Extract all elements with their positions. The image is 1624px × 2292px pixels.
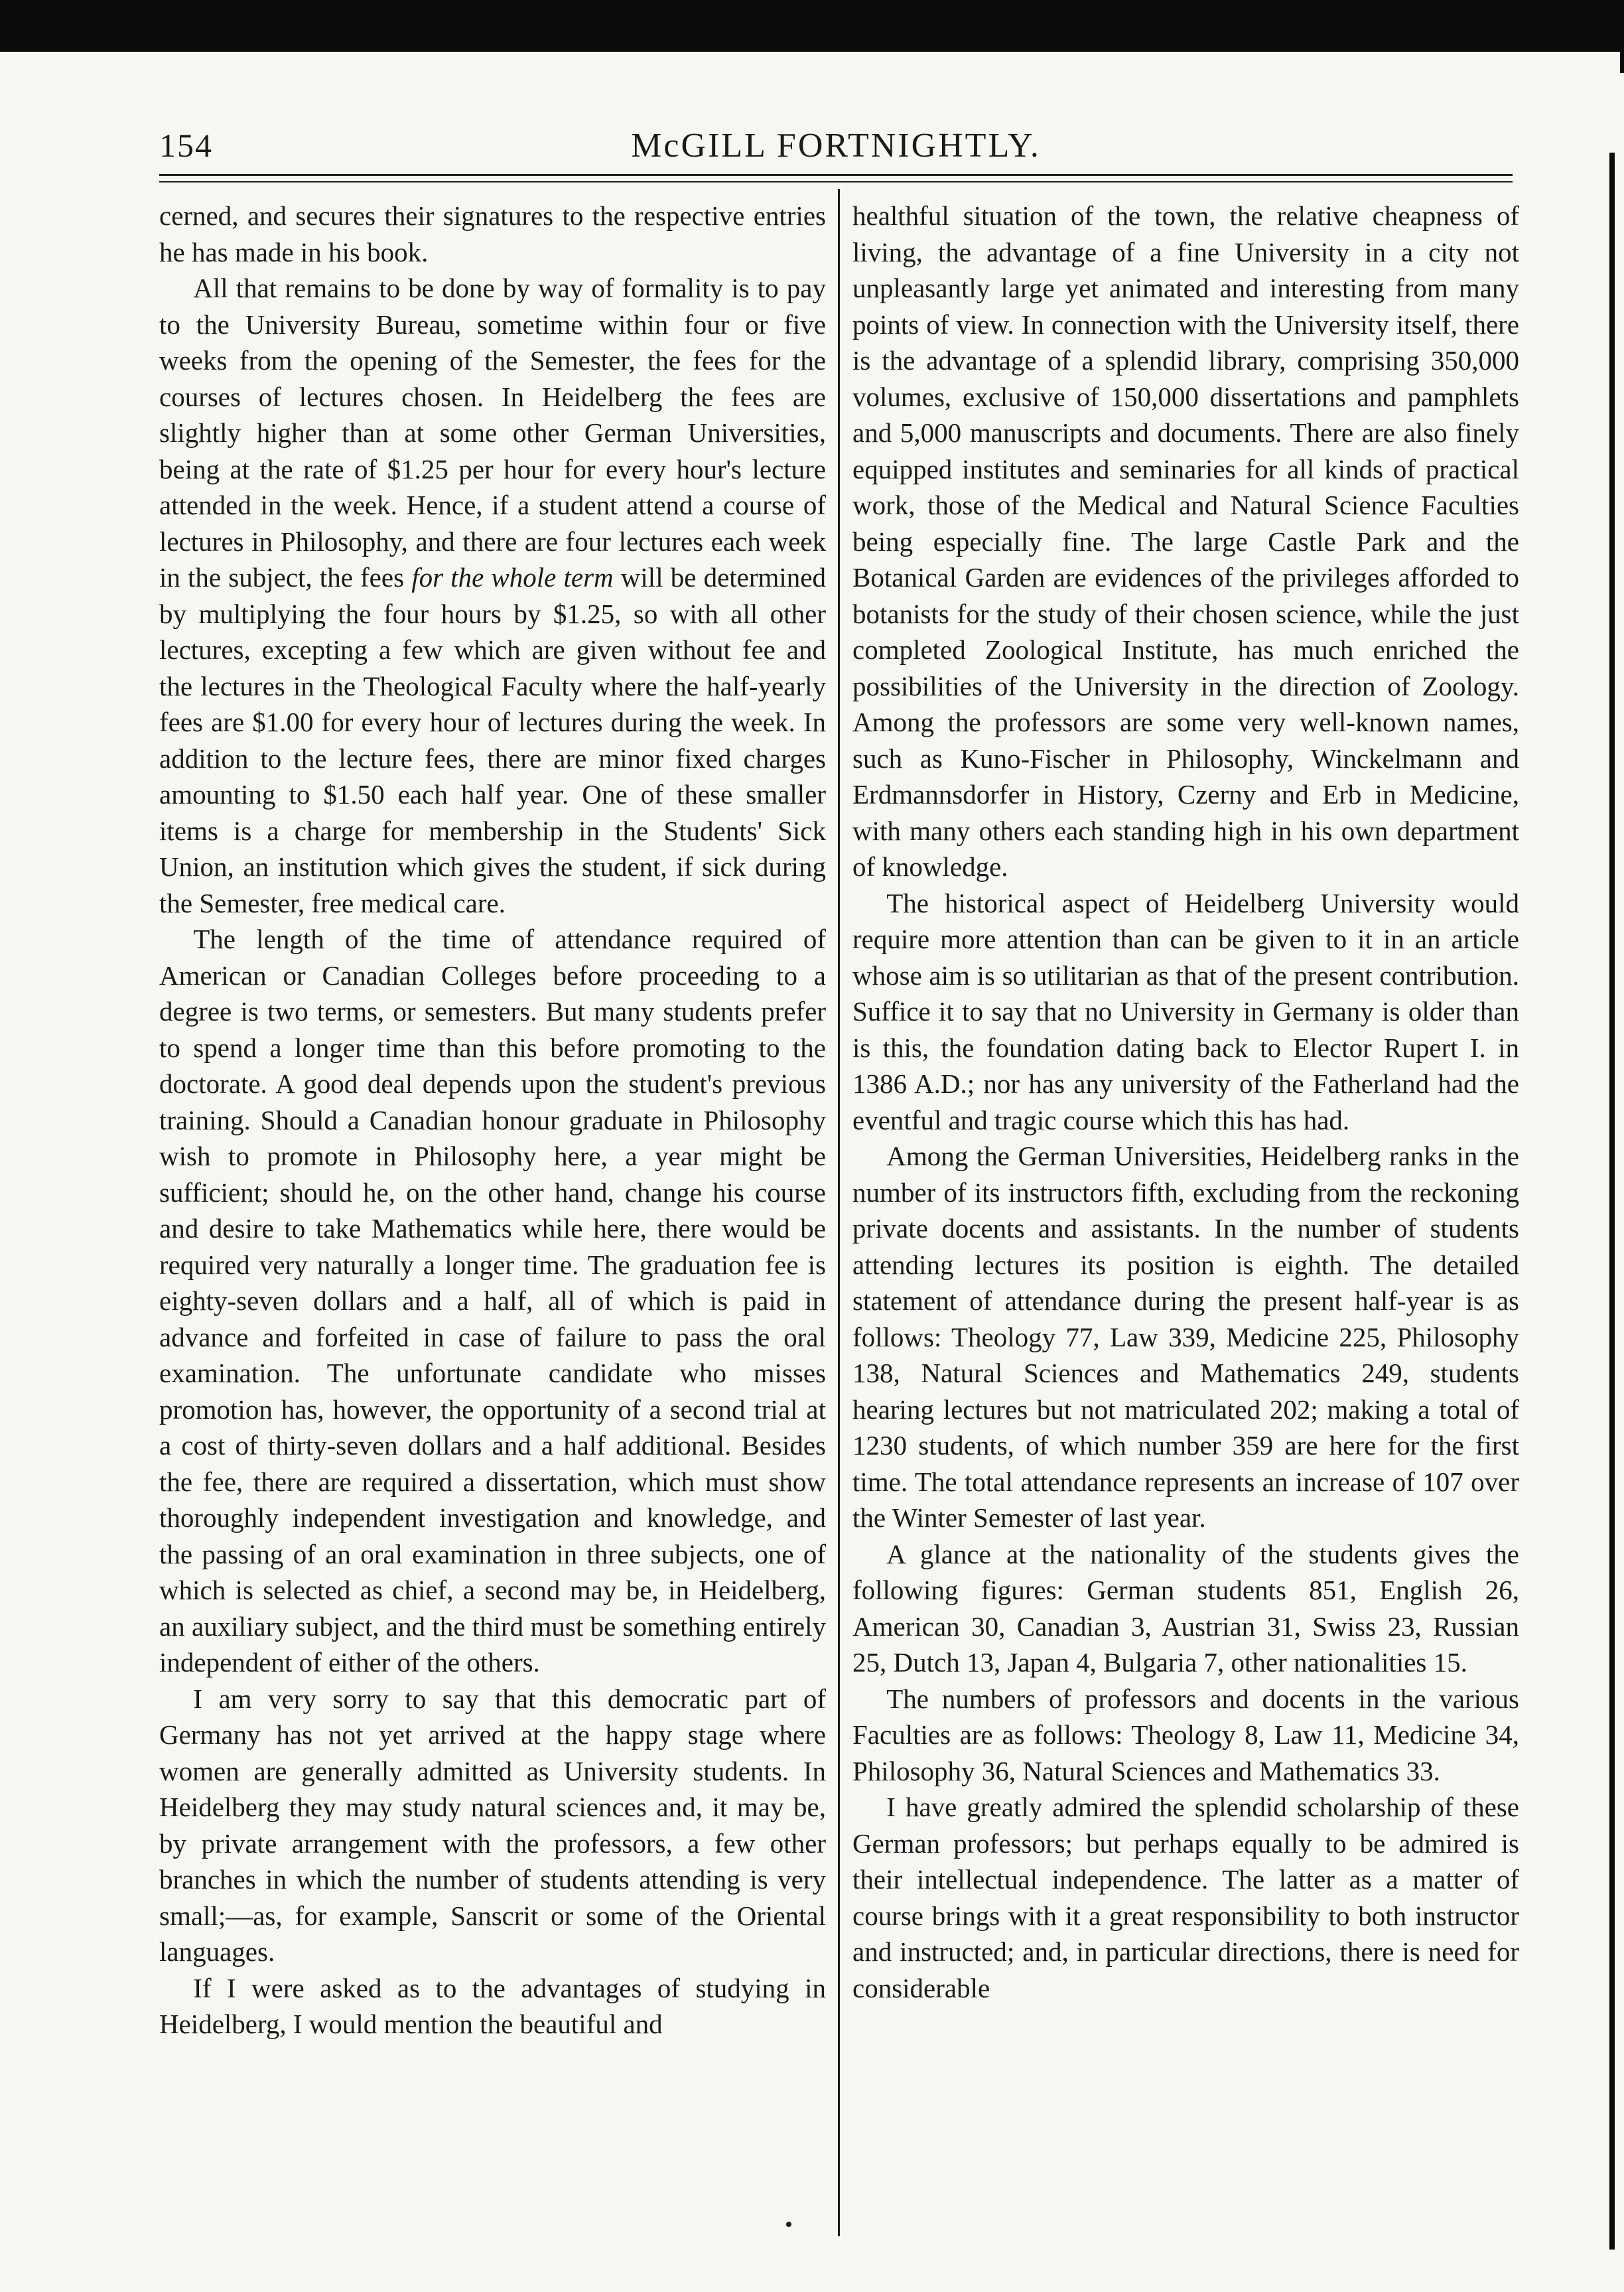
running-title: McGILL FORTNIGHTLY. xyxy=(631,127,1041,165)
top-black-bar xyxy=(0,0,1624,52)
header-rule xyxy=(159,174,1513,182)
italic-phrase: for the whole term xyxy=(411,562,614,593)
paragraph: I have greatly admired the splendid scholarship of these German professors; but perhaps equally to be admired is their intellectual independence. The latter as a matter of course brings with it a great responsibility to both instructor and instructed; and, in particular directions, there is need for considerable xyxy=(852,1792,1519,2003)
paragraph: I am very sorry to say that this democratic part of Germany has not yet arrived at the happy stage where women are generally admitted as University students. In Heidelberg they may study natural sciences and, it may be, by private arrangement with the professors, a few other branches in which the number of students attending is very small;—as, for example, Sanscrit or some of the Oriental languages. xyxy=(159,1683,826,1967)
paragraph: The length of the time of attendance required of American or Canadian Colleges before proceeding to a degree is two terms, or semesters. But many students prefer to spend a longer time than this before promoting to the doctorate. A good deal depends upon the student's previous training. Should a Canadian honour graduate in Philosophy wish to promote in Philosophy here, a year might be sufficient; should he, on the other hand, change his course and desire to take Mathematics while here, there would be required very naturally a longer time. The graduation fee is eighty-seven dollars and a half, all of which is paid in advance and forfeited in case of failure to pass the oral examination. The unfortunate candidate who misses promotion has, however, the opportunity of a second trial at a cost of thirty-seven dollars and a half additional. Besides the fee, there are required a dissertation, which must show thoroughly independent investigation and knowledge, and the passing of an oral examination in three subjects, one of which is selected as chief, a second may be, in Heidelberg, an auxiliary subject, and the third must be something entirely independent of either of the others. xyxy=(159,924,826,1678)
paragraph: cerned, and secures their signatures to the respective entries he has made in his book. xyxy=(159,200,826,267)
left-column xyxy=(159,198,826,2242)
column-divider xyxy=(838,189,840,2236)
paragraph: All that remains to be done by way of formality is to pay to the University Bureau, sometime within four or five weeks from the opening of the Semester, the fees for the courses of lectures chosen. In Heidelberg the fees are slightly higher than at some other German Universities, being at the rate of $1.25 per hour for every hour's lecture attended in the week. Hence, if a student attend a course of lectures in Philosophy, and there are four lectures each week in the subject, the fees for the whole term will be determined by multiplying the four hours by $1.25, so with all other lectures, excepting a few which are given without fee and the lectures in the Theological Faculty where the half-yearly fees are $1.00 for every hour of lectures during the week. In addition to the lecture fees, there are minor fixed charges amounting to $1.50 each half year. One of these smaller items is a charge for membership in the Students' Sick Union, an institution which gives the student, if sick during the Semester, free medical care. xyxy=(159,273,826,918)
paragraph: If I were asked as to the advantages of studying in Heidelberg, I would mention the beautiful and xyxy=(159,1972,826,2039)
paragraph: The historical aspect of Heidelberg University would require more attention than can be given to it in an article whose aim is so utilitarian as that of the present contribution. Suffice it to say that no University in Germany is older than is this, the foundation dating back to Elector Rupert I. in 1386 A.D.; nor has any university of the Fatherland had the eventful and tragic course which this has had. xyxy=(852,887,1519,1135)
page-number: 154 xyxy=(159,127,213,164)
paragraph: Among the German Universities, Heidelberg ranks in the number of its instructors fifth, excluding from the reckoning private docents and assistants. In the number of students attending lectures its position is eighth. The detailed statement of attendance during the present half-year is as follows: Theology 77, Law 339, Medicine 225, Philosophy 138, Natural Sciences and Mathematics 249, students hearing lectures but not matriculated 202; making a total of 1230 students, of which number 359 are here for the first time. The total attendance represents an increase of 107 over the Winter Semester of last year. xyxy=(852,1141,1519,1533)
page-header xyxy=(159,126,1513,179)
page-edge-shadow xyxy=(1609,153,1615,2250)
paragraph: A glance at the nationality of the students gives the following figures: German students 851, English 26, American 30, Canadian 3, Austrian 31, Swiss 23, Russian 25, Dutch 13, Japan 4, Bulgaria 7, other nationalities 15. xyxy=(852,1538,1519,1678)
top-bar-edge xyxy=(1620,46,1624,73)
bottom-mark xyxy=(786,2222,791,2227)
paragraph: The numbers of professors and docents in the various Faculties are as follows: Theology 8, Law 11, Medicine 34, Philosophy 36, Natural Sciences and Mathematics 33. xyxy=(852,1683,1519,1786)
right-column xyxy=(852,198,1519,2242)
paragraph: healthful situation of the town, the relative cheapness of living, the advantage of a fine University in a city not unpleasantly large yet animated and interesting from many points of view. In connection with the University itself, there is the advantage of a splendid library, comprising 350,000 volumes, exclusive of 150,000 dissertations and pamphlets and 5,000 manuscripts and documents. There are also finely equipped institutes and seminaries for all kinds of practical work, those of the Medical and Natural Science Faculties being especially fine. The large Castle Park and the Botanical Garden are evidences of the privileges afforded to botanists for the study of their chosen science, while the just completed Zoological Institute, has much enriched the possibilities of the University in the direction of Zoology. Among the professors are some very well-known names, such as Kuno-Fischer in Philosophy, Winckelmann and Erdmannsdorfer in History, Czerny and Erb in Medicine, with many others each standing high in his own department of knowledge. xyxy=(852,200,1519,882)
